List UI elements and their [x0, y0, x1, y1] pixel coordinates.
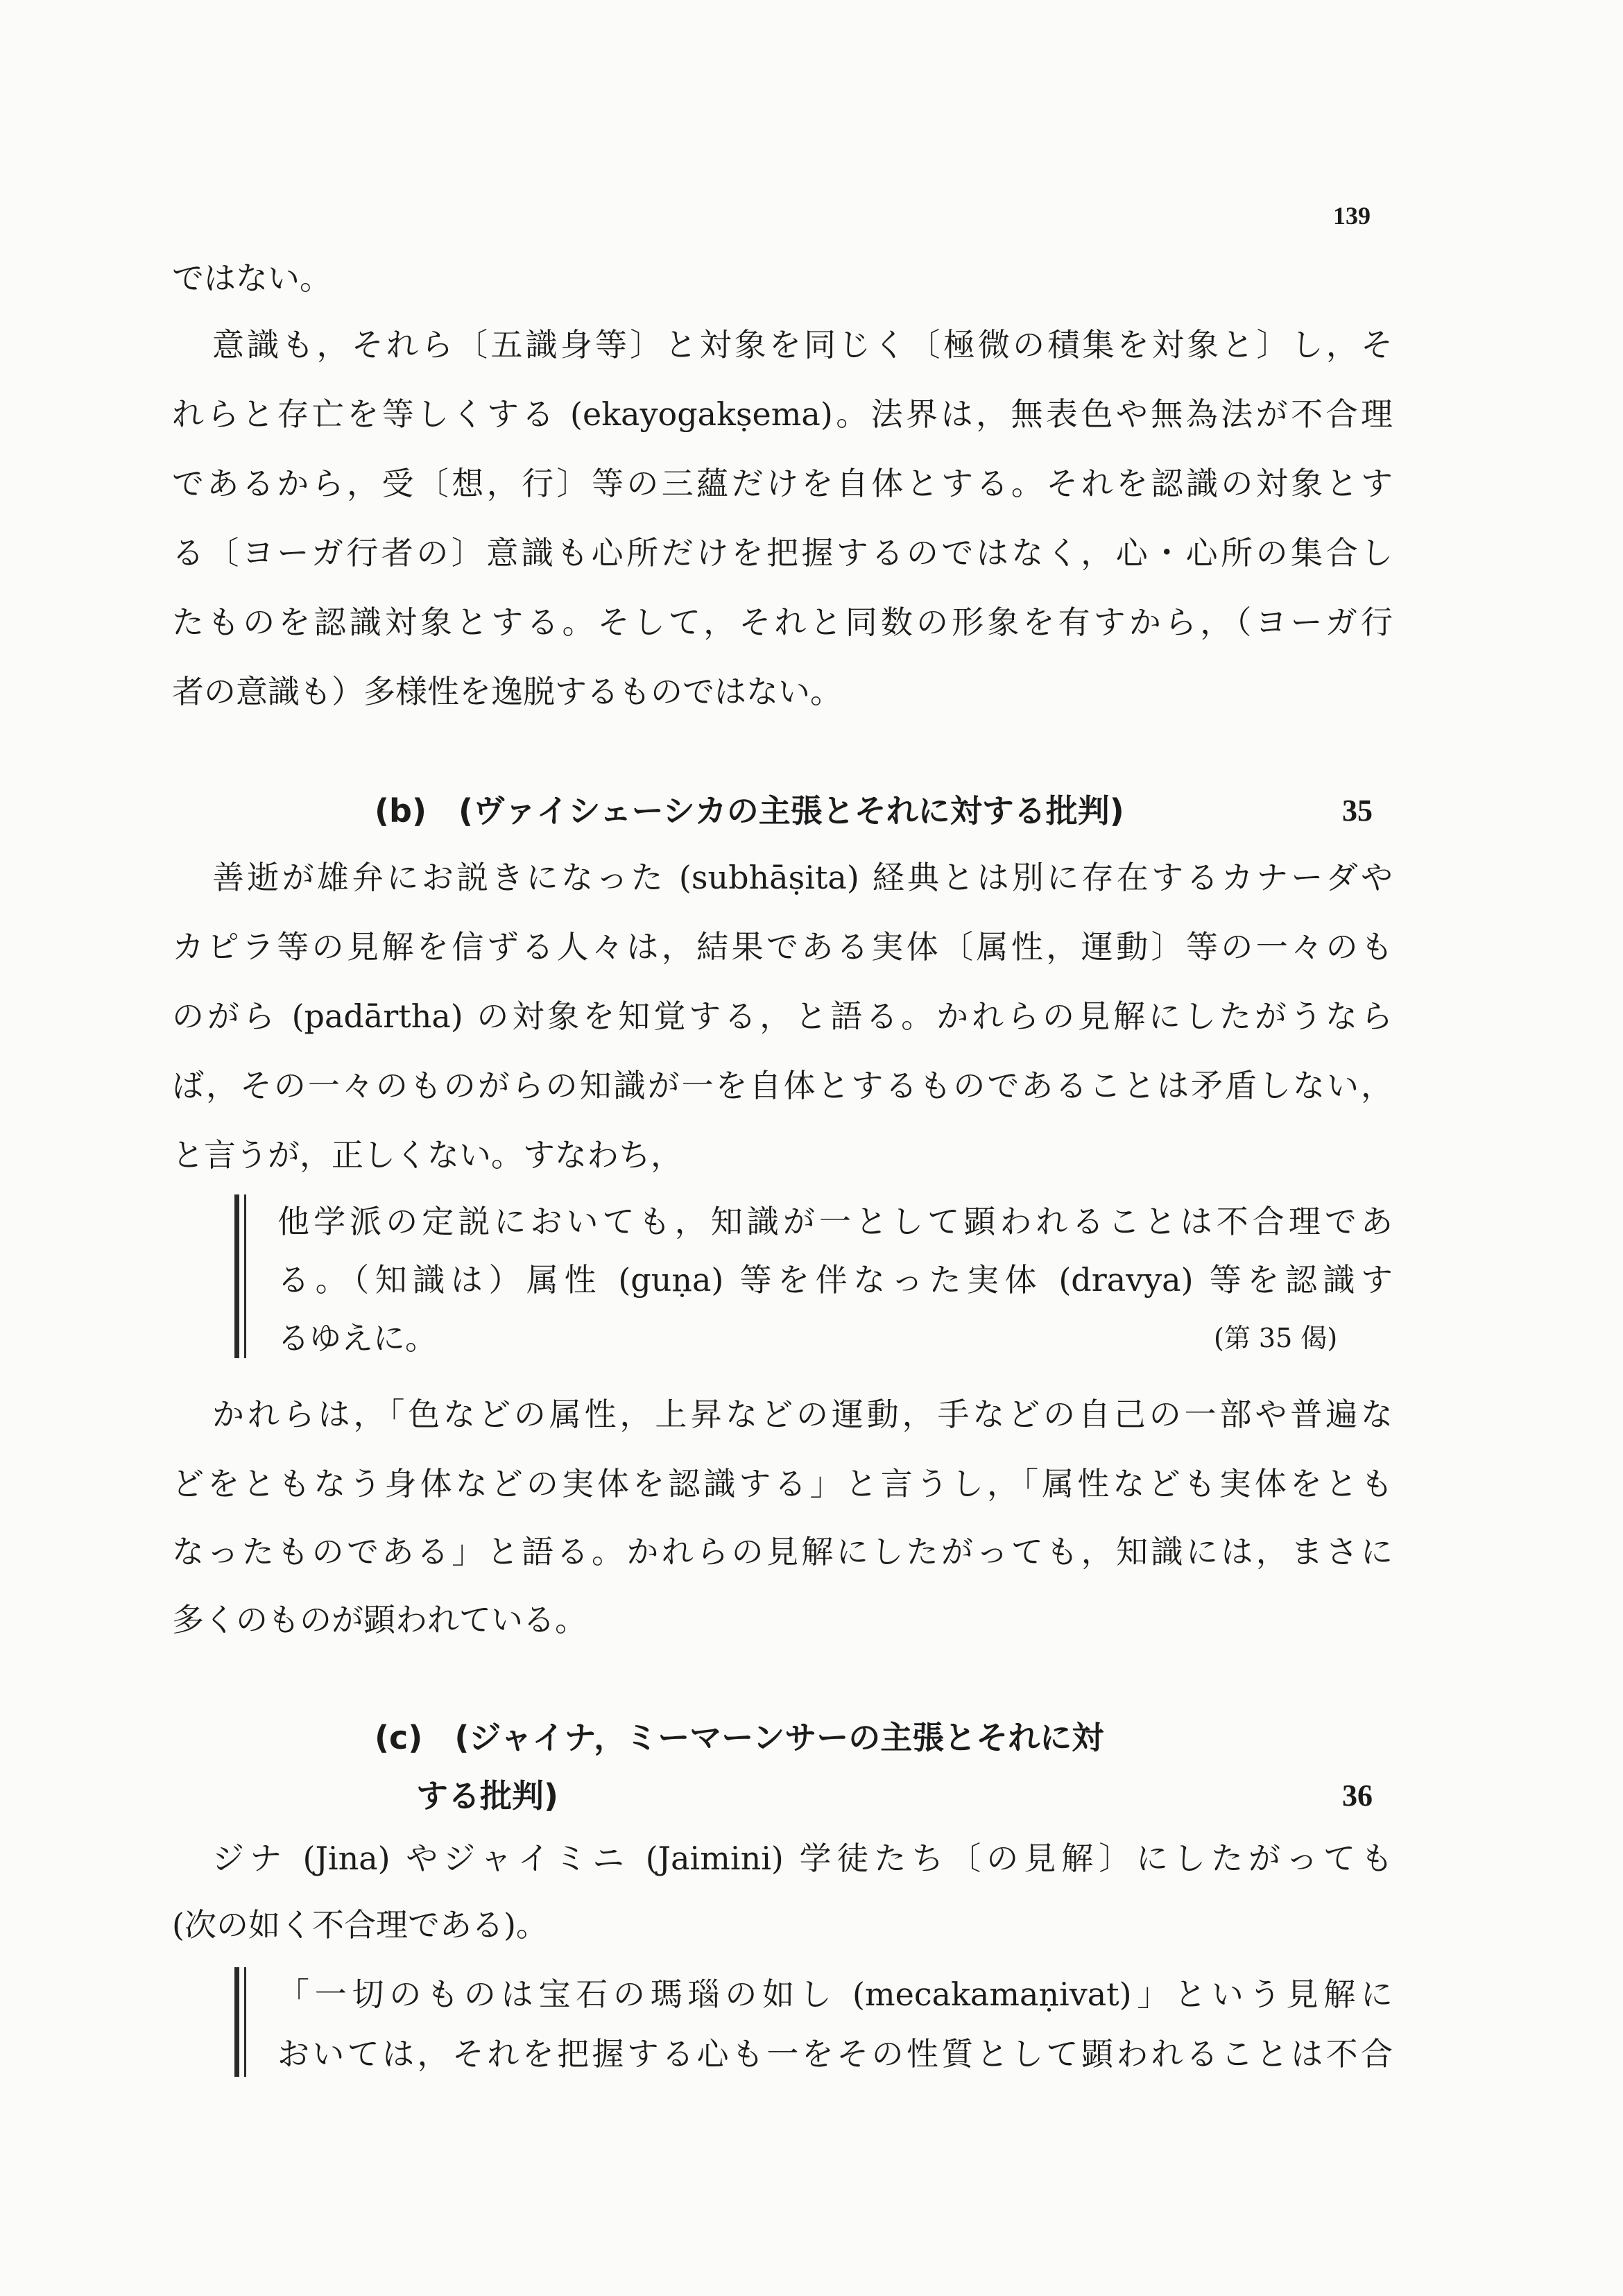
verse-number-36: 36	[1342, 1779, 1373, 1813]
verse-line: おいては，それを把握する心も一をその性質として顕われることは不合	[277, 2035, 1393, 2073]
paragraph-line: であるから，受〔想，行〕等の三蘊だけを自体とする。それを認識の対象とす	[172, 465, 1393, 502]
quote-bar	[234, 1967, 239, 2077]
verse-line: 「一切のものは宝石の瑪瑙の如し (mecakamaṇivat)」という見解に	[277, 1976, 1393, 2013]
paragraph-line: のがら (padārtha) の対象を知覚する，と語る。かれらの見解にしたがうなら	[172, 997, 1393, 1035]
section-heading-c: (c) (ジャイナ，ミーマーンサーの主張とそれに対	[375, 1719, 1104, 1756]
quote-bar	[234, 1194, 239, 1358]
paragraph-line: かれらは，「色などの属性，上昇などの運動，手などの自己の一部や普遍な	[212, 1396, 1393, 1433]
verse-line: る。（知識は）属性 (guṇa) 等を伴なった実体 (dravya) 等を認識す	[277, 1261, 1393, 1299]
verse-number-35: 35	[1342, 794, 1373, 828]
paragraph-line: る〔ヨーガ行者の〕意識も心所だけを把握するのではなく，心・心所の集合し	[172, 534, 1393, 572]
quote-bar	[244, 1194, 246, 1358]
section-heading-c-cont: する批判)	[416, 1777, 559, 1815]
paragraph-line: なったものである」と語る。かれらの見解にしたがっても，知識には，まさに	[172, 1533, 1393, 1570]
paragraph-line: どをともなう身体などの実体を認識する」と言うし，「属性なども実体をとも	[172, 1465, 1393, 1502]
paragraph-line: (次の如く不合理である)。	[172, 1906, 548, 1944]
paragraph-line: ば，その一々のものがらの知識が一を自体とするものであることは矛盾しない，	[172, 1067, 1393, 1104]
paragraph-line: 善逝が雄弁にお説きになった (subhāṣita) 経典とは別に存在するカナーダや	[212, 859, 1393, 896]
verse-line: るゆえに。	[277, 1319, 437, 1357]
paragraph-line: と言うが，正しくない。すなわち，	[172, 1136, 682, 1174]
section-heading-b: (b) (ヴァイシェーシカの主張とそれに対する批判)	[375, 792, 1124, 830]
page-number: 139	[1333, 202, 1371, 230]
verse-reference: (第 35 偈)	[1214, 1323, 1338, 1353]
paragraph-line: れらと存亡を等しくする (ekayogakṣema)。法界は，無表色や無為法が不合理	[172, 395, 1393, 433]
paragraph-continuation: ではない。	[172, 259, 332, 297]
paragraph-line: 多くのものが顕われている。	[172, 1601, 587, 1638]
paragraph-line: 意識も，それら〔五識身等〕と対象を同じく〔極微の積集を対象と〕し，そ	[212, 326, 1393, 363]
paragraph-line: カピラ等の見解を信ずる人々は，結果である実体〔属性，運動〕等の一々のも	[172, 928, 1393, 966]
paragraph-line: ジナ (Jina) やジャイミニ (Jaimini) 学徒たち〔の見解〕にしたがっても	[212, 1840, 1393, 1877]
paragraph-line: たものを認識対象とする。そして，それと同数の形象を有すから，（ヨーガ行	[172, 603, 1393, 641]
paragraph-line: 者の意識も）多様性を逸脱するものではない。	[172, 673, 842, 710]
quote-bar	[244, 1967, 246, 2077]
verse-line: 他学派の定説においても，知識が一として顕われることは不合理であ	[277, 1203, 1393, 1240]
